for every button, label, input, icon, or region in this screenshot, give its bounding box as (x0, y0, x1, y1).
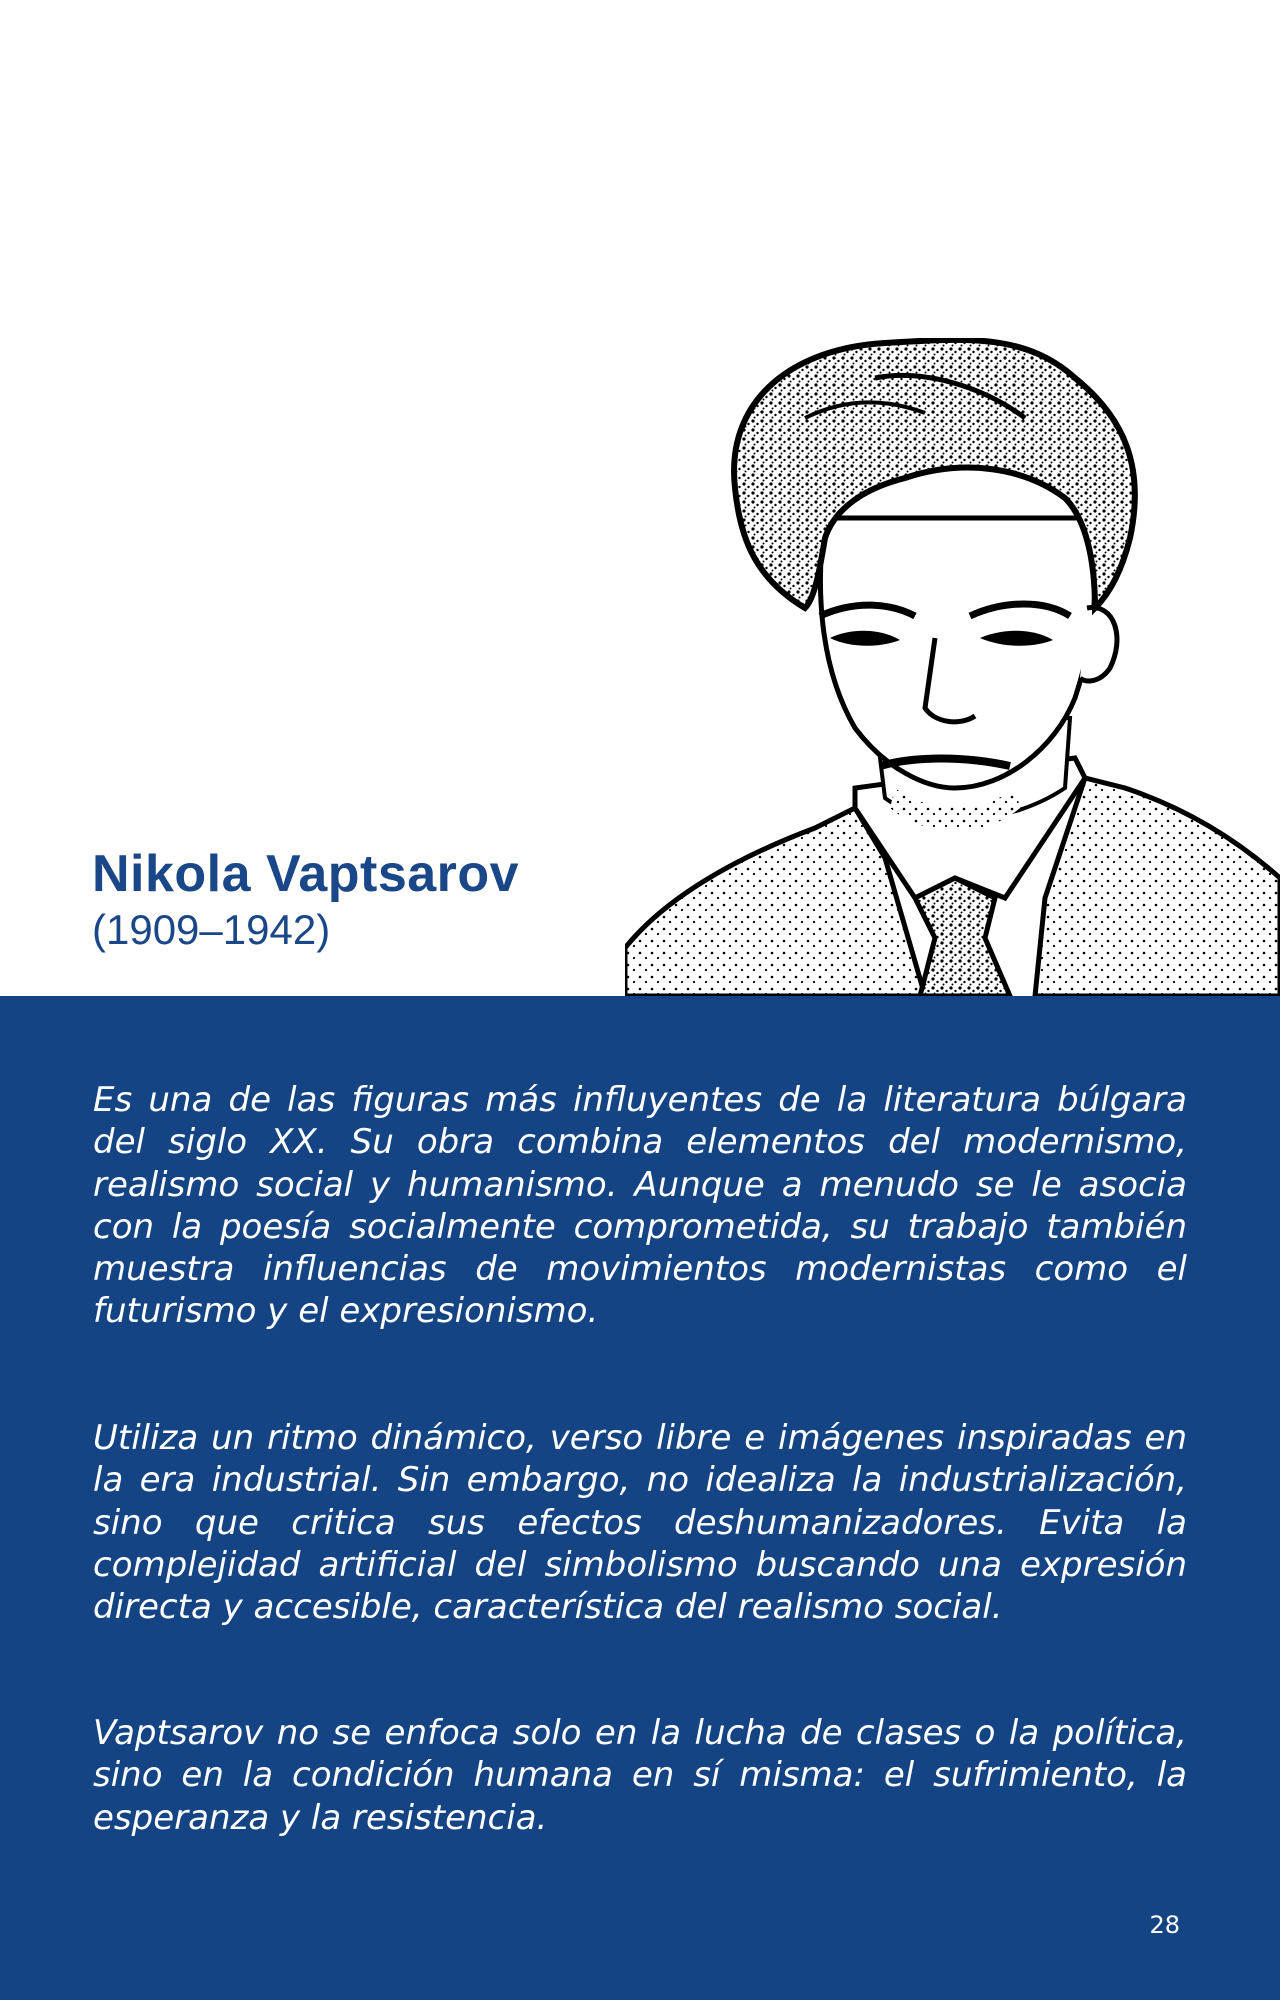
header-section (0, 0, 1280, 996)
biography-paragraph-2: Utiliza un ritmo dinámico, verso libre e imágenes inspiradas en la era industrial. Sin embargo, no idealiza la industrialización, sino que critica sus efectos deshumanizadores. Evita la complejidad artificial del simbolismo buscando una expresión directa y accesible, característica del realismo social. (93, 1418, 1187, 1628)
biography-paragraph-1: Es una de las figuras más influyentes de la literatura búlgara del siglo XX. Su obra combina elementos del modernismo, realismo social y humanismo. Aunque a menudo se le asocia con la poesía socialmente comprometida, su trabajo también muestra influencias de movimientos modernistas como el futurismo y el expresionismo. (93, 1080, 1187, 1332)
portrait-illustration-icon (625, 338, 1280, 996)
author-name: Nikola Vaptsarov (92, 845, 520, 903)
page-number: 28 (1149, 1911, 1180, 1939)
author-years: (1909–1942) (92, 906, 331, 953)
biography-paragraph-3: Vaptsarov no se enfoca solo en la lucha de clases o la política, sino en la condición humana en sí misma: el sufrimiento, la esperanza y la resistencia. (93, 1713, 1187, 1838)
